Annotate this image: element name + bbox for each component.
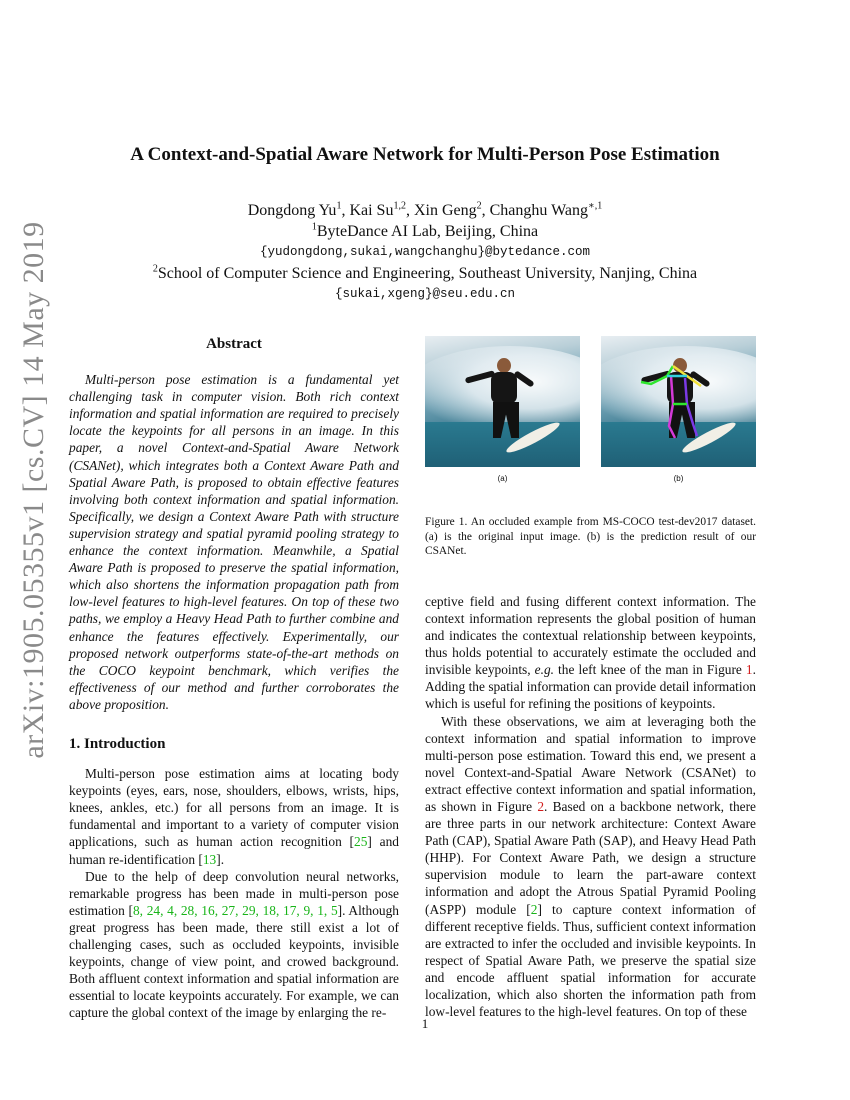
abstract-text: Multi-person pose estimation is a fundamental yet challenging task in computer vision. Both rich context information and spatial information are required to precisely locate the keypoints for all persons in an image. In this paper, a novel Context-and-Spatial Aware Network (CSANet), which integrates both a Context Aware Path and Spatial Aware Path, is proposed to obtain effective features involving both context information and spatial information. Specifically, we design a Context Aware Path with structure supervision strategy and spatial pyramid pooling strategy to enhance the context information. Meanwhile, a Spatial Aware Path is proposed to preserve the spatial information, which also shortens the information propagation path from low-level features to high-level features. On top of these two paths, we employ a Heavy Head Path to further combine and enhance the features effectively. Experimentally, our proposed network outperforms state-of-the-art methods on the COCO keypoint benchmark, which verifies the effectiveness of our method and further corroborates the above proposition. (69, 372, 399, 712)
body-paragraph-1: ceptive field and fusing different context information. The context information represents the global position of human and indicates the contextual relationship between keypoints, thus holds potential to accurately estimate the occluded and invisible keypoints, e.g. the left knee of the man in Figure 1. Adding the spatial information can provide detail information which is useful for refining the positions of keypoints. (425, 593, 756, 712)
intro-paragraph-1: Multi-person pose estimation aims at locating body keypoints (eyes, ears, nose, shoulders, elbows, wrists, hips, knees, ankles, etc.) for all persons from an image. It is fundamental and important to a variety of computer vision applications, such as human action recognition [25] and human re-identification [13]. (69, 766, 399, 867)
subfigure-labels (425, 470, 756, 487)
author-name: Changhu Wang (489, 202, 588, 219)
email-1: {yudongdong,sukai,wangchanghu}@bytedance.com (259, 245, 591, 259)
author-affiliation-mark: 1 (336, 200, 342, 212)
author-name: Kai Su (349, 202, 394, 219)
figure-caption: Figure 1. An occluded example from MS-COCO test-dev2017 dataset. (a) is the original input image. (b) is the prediction result of our CSANet. (425, 516, 756, 558)
author-names: Dongdong Yu$^1$, Kai Su$^{1,2}$, Xin Geng$^2$, Changhu Wang$^{∗,1}$ (247, 200, 603, 219)
abstract-heading: Abstract (206, 336, 262, 352)
author-affiliation-mark: ∗,1 (588, 200, 603, 212)
figure-1 (425, 336, 756, 467)
author-name: Xin Geng (413, 202, 477, 219)
surfer-photo-original (425, 336, 580, 467)
author-affiliation-mark: 2 (476, 200, 482, 212)
body-paragraph-2: With these observations, we aim at leveraging both the context information and spatial information to improve multi-person pose estimation. Toward this end, we present a novel Context-and-Spatial Aware Network (CSANet) to extract effective context information and spatial information, as shown in Figure 2. Based on a backbone network, there are three parts in our network architecture: Context Aware Path (CAP), Spatial Aware Path (SAP), and Heavy Head Path (HHP). For Context Aware Path, we design a structure supervision module to learn the part-aware context information and adopt the Atrous Spatial Pyramid Pooling (ASPP) module [2] to capture context information of different receptive fields. Thus, sufficient context information are extracted to infer the occluded and invisible keypoints. In respect of Spatial Aware Path, we preserve the spatial size and encode affluent spatial information for accurate localization, which also shorten the information path from low-level features to the high-level features. On top of these (425, 713, 757, 1020)
arxiv-identifier: arXiv:1905.05355v1 [cs.CV] 14 May 2019 (17, 221, 50, 759)
citation-link[interactable]: 13 (202, 851, 217, 867)
subfigure-label-a: (a) (497, 474, 508, 483)
author-affiliation-mark: 1,2 (393, 200, 406, 212)
affiliation-2: $^2$School of Computer Science and Engineering, Southeast University, Nanjing, China (152, 263, 698, 282)
citation-link[interactable]: 25 (354, 834, 368, 850)
figure-reference-link[interactable]: 2 (537, 799, 545, 814)
arxiv-sidebar (14, 221, 54, 759)
figure-reference-link[interactable]: 1 (745, 662, 753, 678)
pose-skeleton-overlay (601, 336, 756, 467)
paper-title: A Context-and-Spatial Aware Network for Multi-Person Pose Estimation (130, 144, 720, 165)
right-column-body (425, 593, 756, 1020)
subfigure-label-b: (b) (673, 474, 684, 483)
author-block (0, 200, 850, 305)
email-2: {sukai,xgeng}@seu.edu.cn (334, 287, 516, 301)
affiliation-1: $^1$ByteDance AI Lab, Beijing, China (311, 221, 539, 240)
introduction-heading: 1. Introduction (69, 735, 166, 752)
surfer-photo-prediction (601, 336, 756, 467)
citation-link[interactable]: 8, 24, 4, 28, 16, 27, 29, 18, 17, 9, 1, 5 (132, 902, 338, 918)
right-column (425, 336, 756, 1020)
left-column (69, 336, 399, 1021)
author-name: Dongdong Yu (247, 202, 337, 219)
intro-paragraph-2: Due to the help of deep convolution neural networks, remarkable progress has been made in multi-person pose estimation [8, 24, 4, 28, 16, 27, 29, 18, 17, 9, 1, 5]. Although great progress has been made, there still exist a lot of challenging cases, such as occluded keypoints, invisible keypoints, change of view point, and crowed background. Both affluent context information and spatial information are essential to locate keypoints accurately. For example, we can capture the global context of the image by enlarging the re- (69, 868, 400, 1021)
citation-link[interactable]: 2 (530, 901, 538, 917)
page-number: 1 (421, 1016, 429, 1031)
